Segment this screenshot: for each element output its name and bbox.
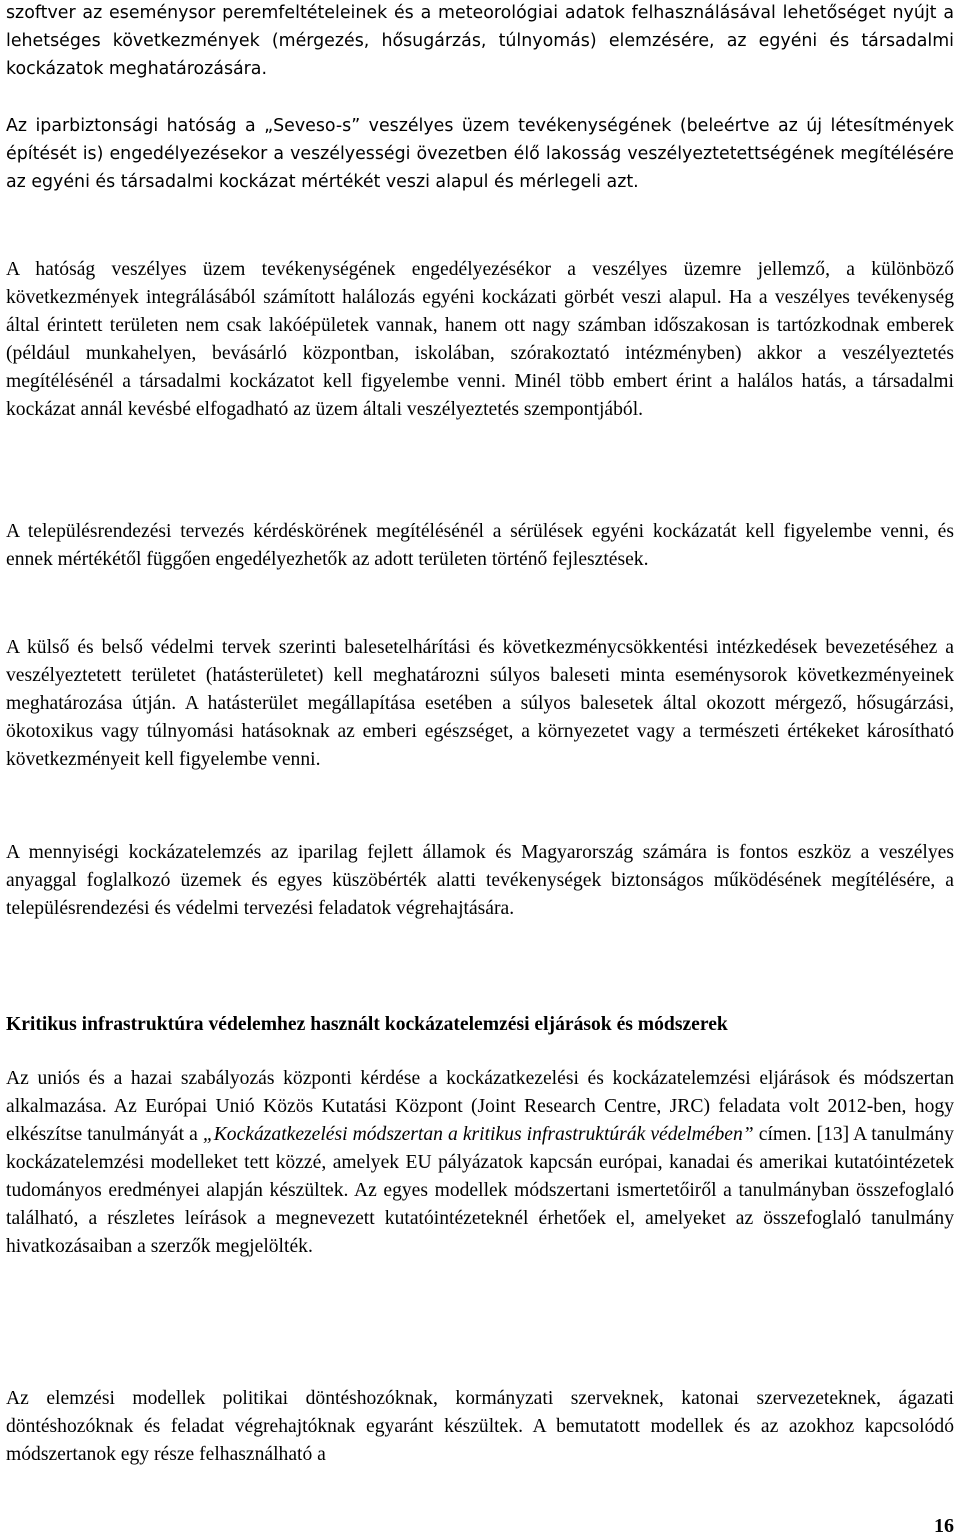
study-title-italic: „Kockázatkezelési módszertan a kritikus infrastruktúrák védelmében” [202, 1124, 754, 1145]
paragraph-protection-plans: A külső és belső védelmi tervek szerinti balesetelhárítási és következménycsökkentési intézkedések bevezetéséhez a veszélyeztetett területet (hatásterületet) kell meghatározni súlyos baleseti minta eseménysorok következményeinek meghatározása útján. A hatásterület megállapítása esetében a súlyos balesetek által okozott mérgező, hősugárzási, ökotoxikus vagy túlnyomási hatásoknak az emberi egészséget, a környezetet vagy a természeti értékeket károsítható következményeit kell figyelembe venni. [6, 637, 954, 770]
jrc-study-text-end: címen. [13] A tanulmány kockázatelemzési modelleket tett közzé, amelyek EU pályázatok kapcsán európai, kanadai és amerikai kutatóintézetek tudományos eredményei alapján készültek. Az egyes modellek módszertani ismertetőiről a tanulmányban összefoglaló található, a részletes leírások a megnevezett kutatóintézeteknél érhetőek el, amelyeket az összefoglaló tanulmány hivatkozásaiban a szerzők megjelölték. [6, 1124, 954, 1257]
section-heading: Kritikus infrastruktúra védelemhez használt kockázatelemzési eljárások és módszerek [6, 1014, 728, 1035]
paragraph-quantitative-risk: A mennyiségi kockázatelemzés az iparilag fejlett államok és Magyarország számára is fontos eszköz a veszélyes anyaggal foglalkozó üzemek és egyes küszöbérték alatti tevékenységek biztonságos működésének megítélésére, a településrendezési és védelmi tervezési feladatok végrehajtására. [6, 842, 954, 919]
paragraph-software-analysis: szoftver az eseménysor peremfeltételeinek és a meteorológiai adatok felhasználásával lehetőséget nyújt a lehetséges következmények (mérgezés, hősugárzás, túlnyomás) elemzésére, az egyéni és társadalmi kockázatok meghatározására. [6, 3, 954, 79]
page-number: 16 [934, 1515, 954, 1537]
document-page [6, 0, 954, 1537]
paragraph-individual-risk-curve: A hatóság veszélyes üzem tevékenységének engedélyezésékor a veszélyes üzemre jellemző, a különböző következmények integrálásából számított halálozás egyéni kockázati görbét veszi alapul. Ha a veszélyes tevékenység által érintett területen nem csak lakóépületek vannak, hanem ott nagy számban időszakosan is tartózkodnak emberek (például munkahelyen, bevásárló központban, iskolában, szórakoztató intézményben) akkor a veszélyeztetés megítélésénél a társadalmi kockázatot kell figyelembe venni. Minél több embert érint a halálos hatás, a társadalmi kockázat annál kevésbé elfogadható az üzem általi veszélyeztetés szempontjából. [6, 259, 954, 420]
paragraph-authority-seveso: Az iparbiztonsági hatóság a „Seveso-s” veszélyes üzem tevékenységének (beleértve az új létesítmények építését is) engedélyezésekor a veszélyességi övezetben élő lakosság veszélyeztetettségének megítélésére az egyéni és társadalmi kockázat mértékét veszi alapul és mérlegeli azt. [6, 116, 954, 192]
paragraph-jrc-study [6, 1065, 954, 1261]
paragraph-settlement-planning: A településrendezési tervezés kérdéskörének megítélésénél a sérülések egyéni kockázatát kell figyelembe venni, és ennek mértékétől függően engedélyezhetők az adott területen történő fejlesztések. [6, 521, 954, 570]
jrc-study-text-start: Az uniós és a hazai szabályozás központi kérdése a kockázatkezelési és kockázatelemzési eljárások és módszertan alkalmazása. Az Európai Unió Közös Kutatási Központ (Joint Research Centre, JRC) feladata volt 2012-ben, hogy elkészítse tanulmányát a [6, 1068, 954, 1145]
paragraph-analysis-models: Az elemzési modellek politikai döntéshozóknak, kormányzati szerveknek, katonai szervezeteknek, ágazati döntéshozóknak és feladat végrehajtóknak egyaránt készültek. A bemutatott modellek és az azokhoz kapcsolódó módszertanok egy része felhasználható a [6, 1388, 954, 1465]
